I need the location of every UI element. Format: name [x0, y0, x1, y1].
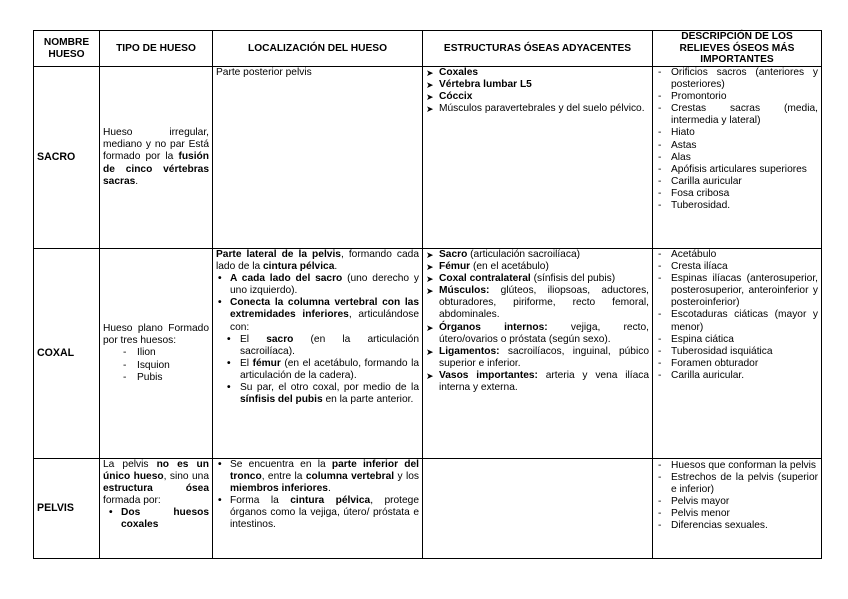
list-item: - Espina ciática	[656, 334, 818, 346]
text: (en el acetábulo)	[470, 261, 549, 273]
bold-text: Órganos internos:	[439, 321, 548, 333]
list-item	[426, 91, 649, 103]
list-item: - Orificios sacros (anteriores y posteriores)	[656, 67, 818, 91]
list-item: - Alas	[656, 152, 818, 164]
coxal-relieves	[653, 249, 822, 459]
list-item: - Isquion	[103, 360, 209, 372]
list-item: - Cresta ilíaca	[656, 261, 818, 273]
bone-name-coxal: COXAL	[34, 249, 100, 459]
list-item: - Promontorio	[656, 91, 818, 103]
list-item: - Astas	[656, 140, 818, 152]
header-nombre: NOMBRE HUESO	[34, 31, 100, 67]
list-item: - Foramen obturador	[656, 358, 818, 370]
list-item: - Tuberosidad isquiática	[656, 346, 818, 358]
list-item: - Crestas sacras (media, intermedia y lateral)	[656, 103, 818, 127]
text: Su par, el otro coxal, por medio de la	[240, 382, 419, 394]
text: El	[240, 333, 267, 345]
list-item: - Diferencias sexuales.	[656, 520, 818, 532]
list-item: - Huesos que conforman la pelvis	[656, 460, 818, 472]
bone-name-sacro: SACRO	[34, 67, 100, 249]
list-item: - Hiato	[656, 127, 818, 139]
bold-text: Conecta la columna vertebral con las extremidades inferiores	[230, 297, 419, 321]
text: arteria y vena ilíaca interna y externa.	[439, 369, 649, 394]
estructura-text: Vértebra lumbar L5	[439, 79, 532, 91]
coxal-tipo	[100, 249, 213, 459]
bold-text: Vasos importantes:	[439, 369, 538, 381]
list-item: - Espinas ilíacas (anterosuperior, posterosuperior, anteroinferior y posteroinferior)	[656, 273, 818, 309]
bold-text: no es un único hueso	[103, 459, 209, 483]
list-item	[216, 273, 419, 297]
list-item	[216, 495, 419, 531]
bold-text: miembros inferiores	[230, 483, 328, 495]
list-item: - Escotaduras ciáticas (mayor y menor)	[656, 309, 818, 333]
list-item: - Estrechos de la pelvis (superior e inferior)	[656, 472, 818, 496]
text: , protege órganos como la vejiga, útero/ próstata e intestinos.	[230, 495, 420, 531]
text: glúteos, iliopsoas, aductores, obturadores, piriforme, recto femoral, abdominales.	[439, 285, 649, 321]
text: en la parte anterior.	[322, 394, 414, 406]
text: La pelvis	[103, 459, 157, 470]
list-item: • Dos huesos coxales	[103, 507, 209, 531]
sacro-tipo-text: Hueso irregular, mediano y no par Está formado por la	[103, 127, 209, 163]
pelvis-estructuras	[423, 459, 653, 559]
text: Forma la	[230, 495, 291, 507]
pelvis-tipo-text	[103, 459, 209, 507]
text: formada por:	[103, 495, 161, 507]
list-item: - Pelvis mayor	[656, 496, 818, 508]
bold-text: fémur	[252, 357, 281, 369]
pelvis-localizacion	[213, 459, 423, 559]
list-item	[426, 79, 649, 91]
pelvis-tipo	[100, 459, 213, 559]
header-tipo: TIPO DE HUESO	[100, 31, 213, 67]
list-item	[426, 346, 649, 370]
list-item: - Apófisis articulares superiores	[656, 164, 818, 176]
text: (sínfisis del pubis)	[530, 273, 616, 285]
header-estructuras: ESTRUCTURAS ÓSEAS ADYACENTES	[423, 31, 653, 67]
list-item	[426, 285, 649, 321]
coxal-estructuras	[423, 249, 653, 459]
bold-text: Parte lateral de la pelvis	[216, 249, 341, 260]
list-item	[426, 67, 649, 79]
list-item	[426, 103, 649, 115]
text: (uno derecho y uno izquierdo).	[230, 273, 419, 297]
sacro-estructuras	[423, 67, 653, 249]
bone-name-pelvis: PELVIS	[34, 459, 100, 559]
bold-text: Fémur	[439, 261, 471, 273]
text: Se encuentra en la	[230, 459, 332, 470]
header-row	[34, 31, 822, 67]
bold-text: cintura pélvica	[263, 261, 335, 273]
list-item: - Pelvis menor	[656, 508, 818, 520]
bold-text: estructura ósea	[103, 483, 209, 495]
table-row-sacro	[34, 67, 822, 249]
estructura-text: Coxales	[439, 67, 479, 78]
list-item: - Carilla auricular	[656, 176, 818, 188]
sacro-tipo-bold: fusión de cinco vértebras sacras	[103, 151, 209, 187]
estructura-text: Músculos paravertebrales y del suelo pélvico.	[439, 103, 645, 115]
bold-text: Coxal contralateral	[439, 273, 531, 285]
coxal-tipo-text: Hueso plano Formado por tres huesos:	[103, 323, 209, 347]
text: .	[327, 483, 331, 495]
text: sacroilíacos, inguinal, púbico superior e inferior.	[439, 345, 649, 369]
text: (en la articulación sacroilíaca).	[240, 333, 419, 357]
list-item: - Pubis	[103, 372, 209, 384]
table-row-pelvis	[34, 459, 822, 559]
text: , articulándose con:	[230, 309, 419, 333]
sacro-tipo	[100, 67, 213, 249]
text: y los	[394, 471, 419, 483]
bold-text: sínfisis del pubis	[240, 394, 323, 406]
bold-text: sacro	[266, 333, 294, 345]
bold-text: parte inferior del tronco	[230, 459, 419, 483]
pelvis-relieves	[653, 459, 822, 559]
text: (articulación sacroilíaca)	[467, 249, 580, 260]
bold-text: A cada lado del sacro	[230, 273, 343, 285]
text: (en el acetábulo, formando la articulación de la cadera).	[240, 357, 419, 381]
text: , entre la	[261, 471, 306, 483]
list-item: - Ilion	[103, 347, 209, 359]
bold-text: columna vertebral	[305, 471, 395, 483]
text: , sino una	[163, 471, 209, 483]
list-item	[216, 297, 419, 406]
text: , formando cada lado de la	[216, 249, 420, 273]
list-item	[426, 273, 649, 285]
text: El	[240, 357, 253, 369]
list-item: - Fosa cribosa	[656, 188, 818, 200]
header-localizacion: LOCALIZACIÓN DEL HUESO	[213, 31, 423, 67]
sacro-localizacion: Parte posterior pelvis	[213, 67, 423, 249]
coxal-localizacion	[213, 249, 423, 459]
bold-text: Ligamentos:	[439, 345, 500, 357]
text: vejiga, recto, útero/ovarios o próstata (según sexo).	[439, 321, 649, 345]
table-row-coxal	[34, 249, 822, 459]
list-item	[216, 334, 419, 358]
bone-table	[33, 30, 822, 559]
sacro-relieves	[653, 67, 822, 249]
bold-text: Músculos:	[439, 285, 490, 297]
list-item	[216, 358, 419, 382]
estructura-text: Cóccix	[439, 91, 473, 103]
list-item	[426, 370, 649, 394]
list-item	[426, 249, 649, 261]
coxal-loc-intro	[216, 249, 419, 273]
list-item: - Carilla auricular.	[656, 370, 818, 382]
sacro-tipo-end: .	[135, 175, 139, 187]
list-item	[426, 322, 649, 346]
text: .	[334, 261, 338, 273]
list-item	[216, 459, 419, 495]
list-item: - Tuberosidad.	[656, 200, 818, 212]
list-item: - Acetábulo	[656, 249, 818, 261]
header-descripcion: DESCRIPCIÓN DE LOS RELIEVES ÓSEOS MÁS IMPORTANTES	[653, 31, 822, 67]
bold-text: Sacro	[439, 249, 468, 260]
list-item	[426, 261, 649, 273]
list-item	[216, 382, 419, 406]
bold-text: cintura pélvica	[290, 495, 371, 507]
